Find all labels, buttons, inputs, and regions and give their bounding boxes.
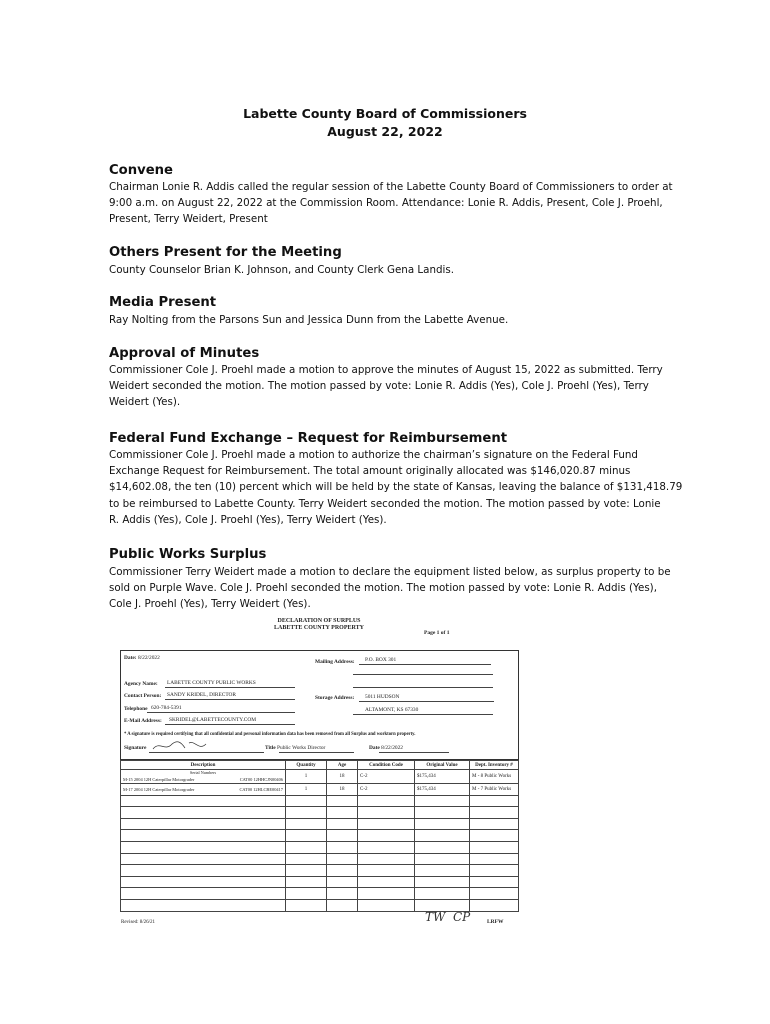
table-row — [121, 784, 519, 796]
section-body-others-present — [109, 262, 674, 278]
table-cell — [121, 784, 286, 796]
text-line: County Counselor Brian K. Johnson, and County Clerk Gena Landis. — [109, 264, 455, 276]
form-underline — [359, 701, 494, 702]
row-serial: CAT00 12HHCJN00406 — [239, 777, 283, 782]
section-heading-convene: Convene — [109, 163, 173, 178]
table-cell: 1 — [286, 770, 327, 784]
text-line: R. Addis (Yes), Cole J. Proehl (Yes), Terry Weidert (Yes). — [109, 513, 387, 526]
table-cell: 18 — [327, 784, 358, 796]
text-line: to be reimbursed to Labette County. Terry Weidert seconded the motion. The motion passed by vote: Lonie — [109, 497, 661, 510]
table-cell: $175,434 — [415, 770, 470, 784]
table-cell: M - 8 Public Works — [470, 770, 519, 784]
form-mailing-label: Mailing Address: — [315, 659, 355, 665]
table-cell — [121, 770, 286, 784]
surplus-declaration-form — [109, 610, 529, 935]
row-description: M-15 2004 12H Caterpillar Motorgrader — [123, 777, 195, 782]
table-cell: 1 — [286, 784, 327, 796]
table-row — [121, 888, 519, 900]
form-title: DECLARATION OF SURPLUS — [277, 618, 361, 624]
form-subtitle: LABETTE COUNTY PROPERTY — [274, 625, 364, 631]
section-body-public-works-surplus — [109, 564, 674, 613]
table-header-row — [121, 761, 519, 770]
table-row — [121, 865, 519, 877]
form-date-value: 8/22/2022 — [137, 655, 160, 661]
form-phone-label: Telephone — [124, 706, 148, 712]
form-underline — [353, 687, 493, 688]
form-revised-date: Revised: 8/26/21 — [121, 920, 156, 925]
form-date-label: Date: — [124, 655, 137, 661]
form-certification-note: * A signature is required certifying that all confidential and personal information data has been removed from all Surplus and worktorn property. — [124, 732, 416, 737]
form-email-value: SKRIDEL@LABETTECOUNTY.COM — [169, 717, 257, 723]
section-heading-public-works-surplus: Public Works Surplus — [109, 547, 267, 562]
surplus-table — [120, 760, 519, 912]
form-underline — [147, 712, 295, 713]
text-line: Weidert (Yes). — [109, 396, 181, 409]
form-city-value: ALTAMONT, KS 67330 — [365, 707, 419, 713]
serial-numbers-header: Serial Numbers — [189, 770, 217, 775]
text-line: Commissioner Terry Weidert made a motion to declare the equipment listed below, as surplus property to be — [109, 566, 671, 578]
text-line: 9:00 a.m. on August 22, 2022 at the Commission Room. Attendance: Lonie R. Addis, Present, Cole J. Proehl, — [109, 197, 663, 210]
form-underline — [359, 664, 491, 665]
text-line: Commissioner Cole J. Proehl made a motion to approve the minutes of August 15, 2022 as submitted. Terry — [109, 364, 663, 376]
form-title-label: Title — [265, 745, 276, 751]
form-signature-label: Signature — [124, 745, 147, 751]
section-body-media-present — [109, 312, 674, 328]
form-phone-value: 620-784-5391 — [151, 705, 182, 711]
form-agency-label: Agency Name: — [124, 681, 158, 687]
row-serial: CAT00 12HLCBE00417 — [239, 787, 283, 792]
column-header-condition: Condition Code — [358, 761, 415, 770]
form-underline — [379, 752, 449, 753]
form-date2-label: Date — [369, 745, 380, 751]
document-title: Labette County Board of Commissioners — [243, 106, 527, 121]
column-header-original-value: Original Value — [415, 761, 470, 770]
form-contact-value: SANDY KRIDEL, DIRECTOR — [167, 692, 237, 698]
section-body-approval-of-minutes — [109, 362, 674, 411]
table-cell: C-2 — [358, 784, 415, 796]
form-underline — [279, 752, 354, 753]
text-line: Cole J. Proehl (Yes), Terry Weidert (Yes). — [109, 598, 311, 611]
text-line: Present, Terry Weidert, Present — [109, 213, 268, 226]
text-line: Ray Nolting from the Parsons Sun and Jessica Dunn from the Labette Avenue. — [109, 314, 509, 326]
column-header-description: Description — [121, 761, 286, 770]
form-storage-label: Storage Address: — [315, 695, 355, 701]
row-description: M-17 2004 12H Caterpillar Motorgrader — [123, 787, 195, 792]
form-mailing-value: P.O. BOX 301 — [365, 657, 397, 663]
table-row — [121, 818, 519, 830]
form-date2-value: 8/22/2022 — [381, 745, 404, 751]
text-line: Exchange Request for Reimbursement. The total amount originally allocated was $146,020.87 minus — [109, 465, 631, 478]
form-underline — [353, 714, 493, 715]
document-date: August 22, 2022 — [327, 124, 443, 139]
table-row — [121, 841, 519, 853]
table-row — [121, 830, 519, 842]
form-underline — [165, 724, 295, 725]
initials-cp: CP — [453, 910, 471, 924]
section-heading-approval-of-minutes: Approval of Minutes — [109, 346, 260, 361]
text-line: $14,602.08, the ten (10) percent which will be held by the state of Kansas, leaving the balance of $131,418.79 — [109, 481, 683, 494]
section-heading-federal-fund-exchange: Federal Fund Exchange – Request for Reimbursement — [109, 431, 508, 446]
text-line: Commissioner Cole J. Proehl made a motion to authorize the chairman’s signature on the Federal Fund — [109, 449, 638, 461]
table-cell: M - 7 Public Works — [470, 784, 519, 796]
form-title-value: Public Works Director — [277, 745, 326, 751]
table-cell: C-2 — [358, 770, 415, 784]
form-contact-label: Contact Person: — [124, 693, 162, 699]
text-line: Weidert seconded the motion. The motion passed by vote: Lonie R. Addis (Yes), Cole J. Proehl (Yes), Terry — [109, 380, 649, 393]
section-body-federal-fund-exchange — [109, 447, 683, 528]
table-row — [121, 770, 519, 784]
table-row — [121, 807, 519, 819]
table-row — [121, 853, 519, 865]
table-cell: $175,434 — [415, 784, 470, 796]
form-agency-value: LABETTE COUNTY PUBLIC WORKS — [167, 680, 256, 686]
table-cell: 18 — [327, 770, 358, 784]
form-underline — [149, 752, 264, 753]
form-email-label: E-Mail Address: — [124, 718, 162, 724]
form-storage-value: 5011 HUDSON — [365, 694, 400, 700]
initials-tw: TW — [425, 910, 446, 924]
column-header-age: Age — [327, 761, 358, 770]
form-initials-code: LRFW — [487, 919, 504, 925]
section-body-convene — [109, 179, 674, 228]
signature-scribble — [151, 739, 211, 753]
section-heading-others-present: Others Present for the Meeting — [109, 245, 342, 260]
form-underline — [165, 699, 295, 700]
table-row — [121, 795, 519, 807]
section-heading-media-present: Media Present — [109, 295, 217, 310]
form-underline — [165, 687, 295, 688]
text-line: Chairman Lonie R. Addis called the regular session of the Labette County Board of Commissioners to order at — [109, 181, 673, 193]
form-page-number: Page 1 of 1 — [424, 630, 450, 636]
form-header-box — [120, 650, 519, 760]
text-line: sold on Purple Wave. Cole J. Proehl seconded the motion. The motion passed by vote: Lonie R. Addis (Yes), — [109, 582, 657, 595]
form-underline — [353, 674, 493, 675]
column-header-inventory: Dept. Inventory # — [470, 761, 519, 770]
column-header-quantity: Quantity — [286, 761, 327, 770]
table-row — [121, 876, 519, 888]
